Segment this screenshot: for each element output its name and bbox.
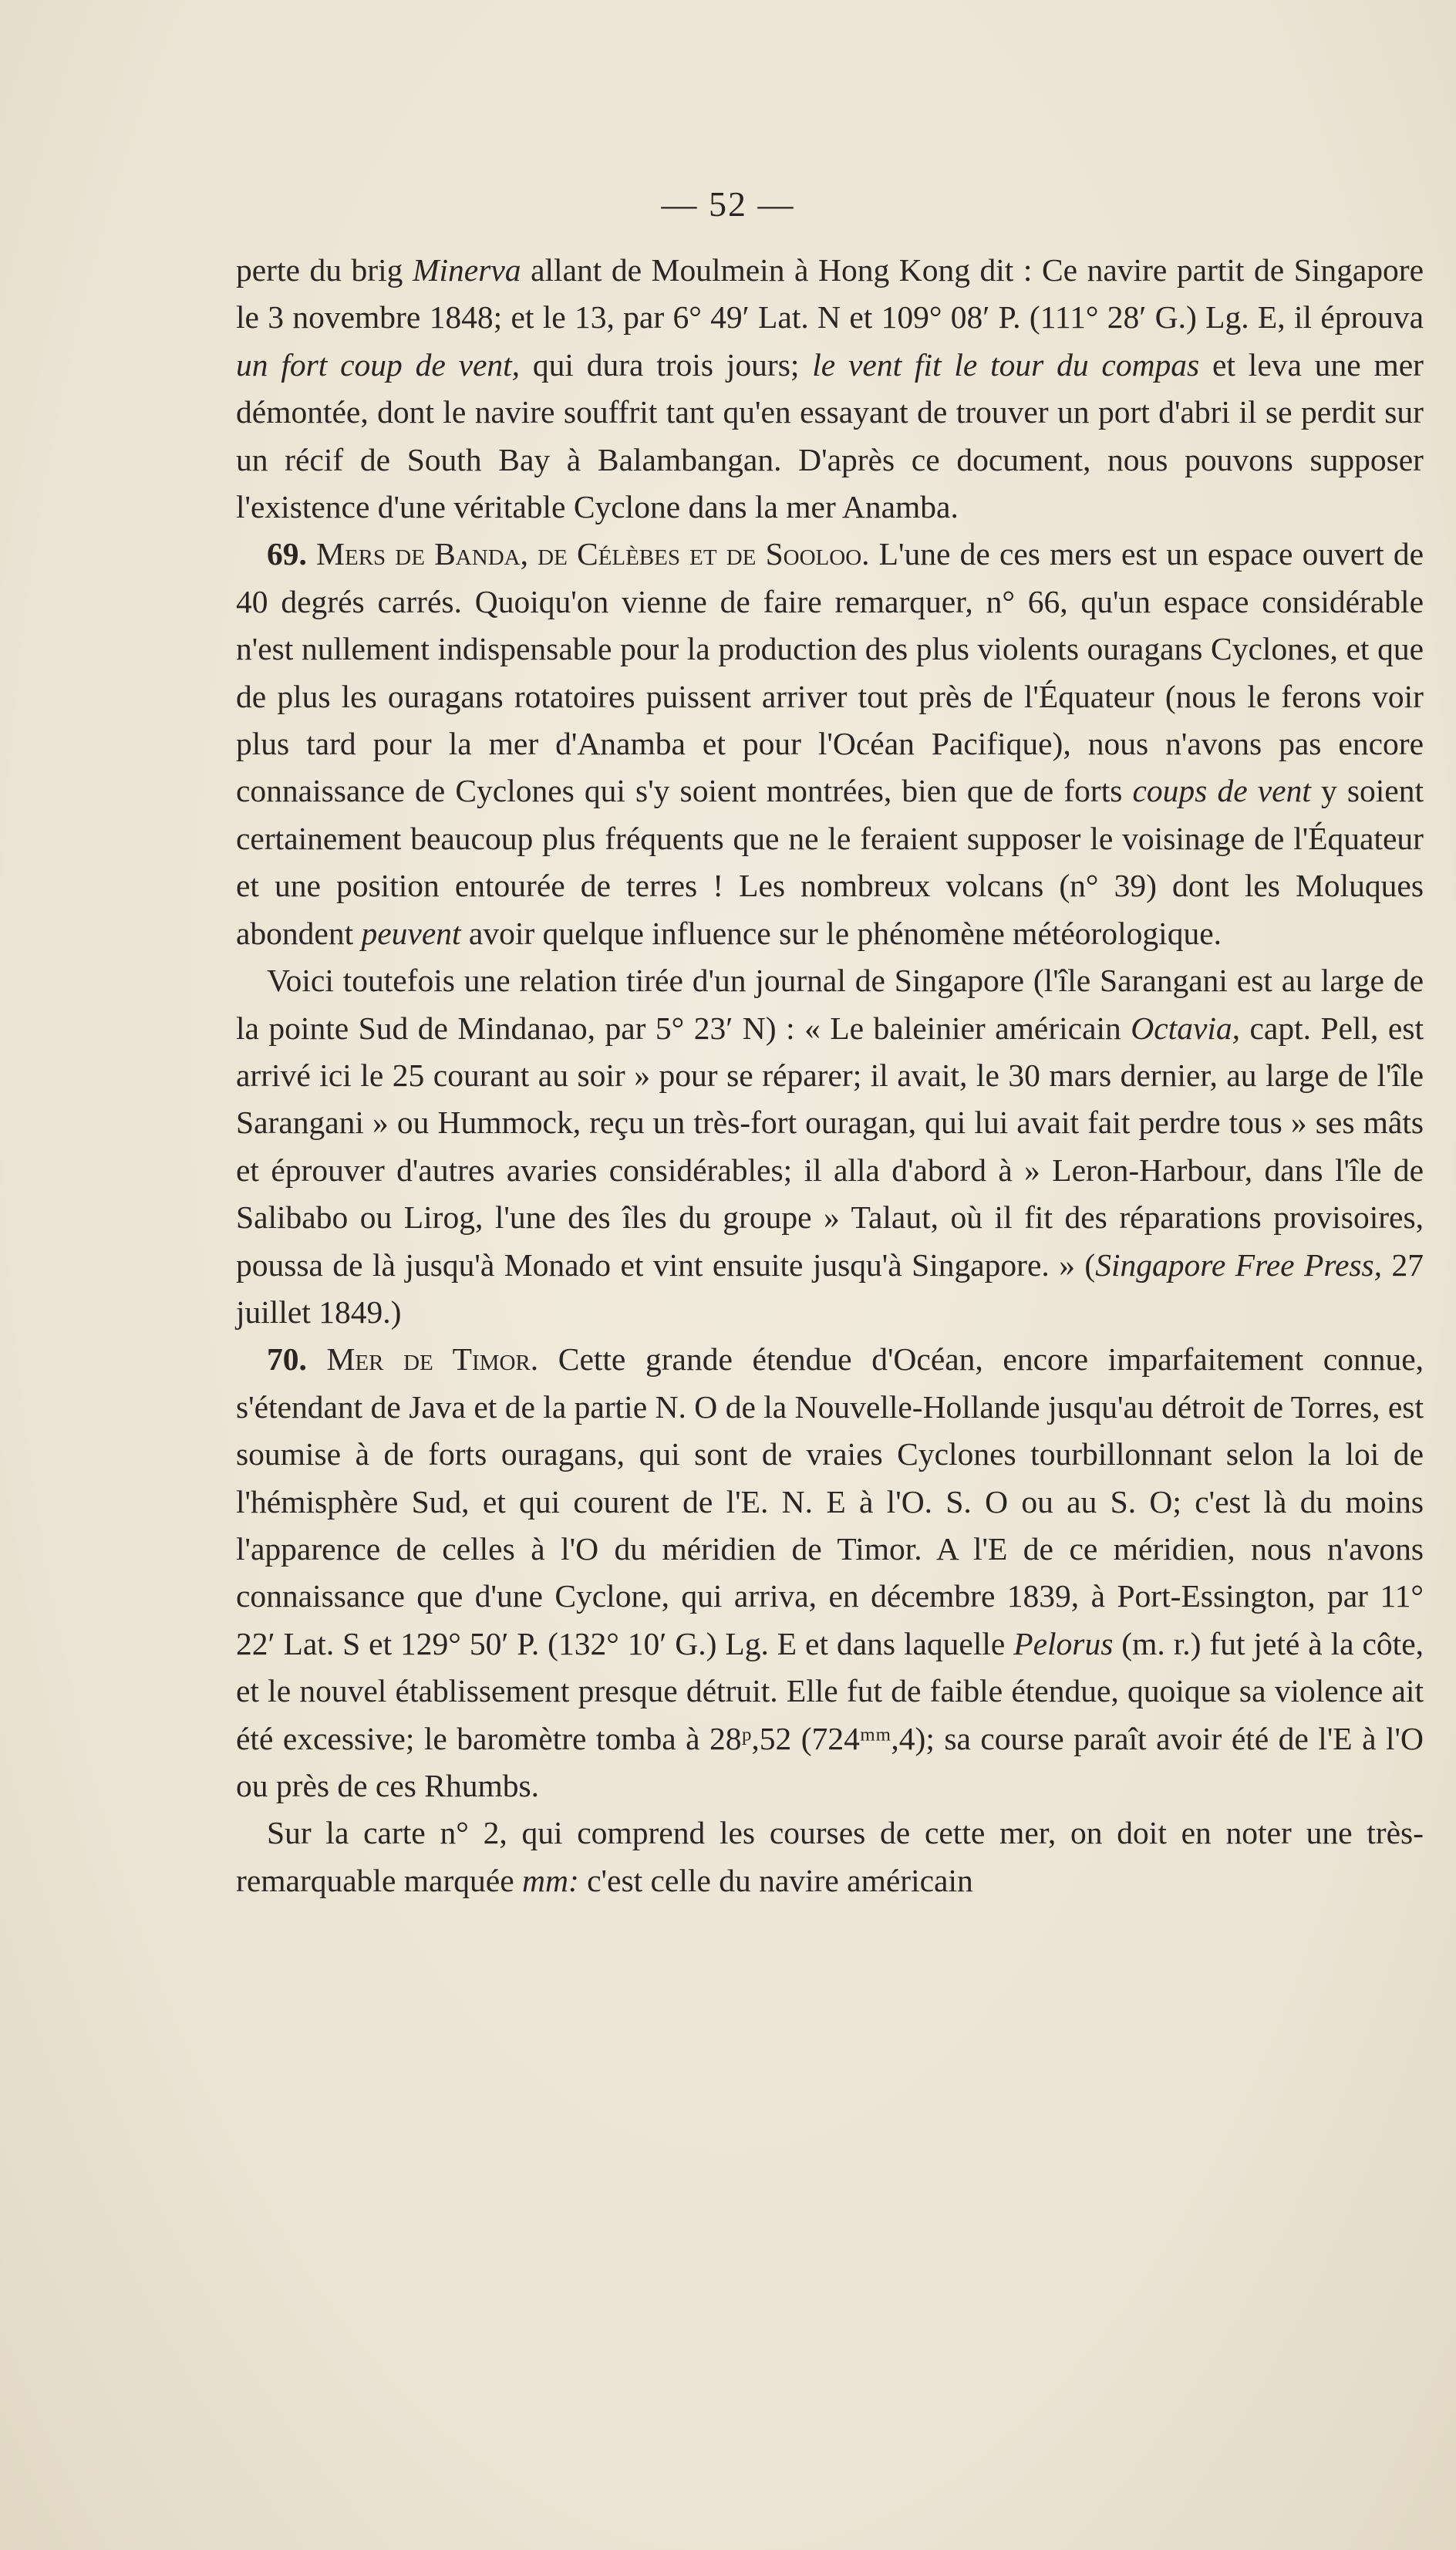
text-segment: avoir quelque influence sur le phénomène météorologique. [460,915,1222,951]
text-segment: Octavia, [1131,1010,1241,1046]
text-segment: Pelorus [1013,1625,1114,1661]
page-number: — 52 — [661,184,795,224]
text-segment: Voici toutefois une relation tirée d'un journal de Singapore (l'île Sarangani est au large de la pointe Sud de Mindanao, par 5° 23′ N) : « Le baleinier américain [236,963,1424,1046]
text-segment: y soient certainement beaucoup plus fréquents que ne le feraient supposer le voisinage de l'Équateur et une position entourée de terres ! Les nombreux volcans (n° 39) dont les Moluques abondent [236,773,1424,951]
text-segment: allant de Moulmein à Hong Kong dit : Ce navire partit de Singapore le 3 novembre 1848; et le 13, par 6° 49′ Lat. N et 109° 08′ P. (111° 28′ G.) Lg. E, il éprouva [236,252,1424,336]
text-segment: capt. Pell, est arrivé ici le 25 courant au soir » pour se réparer; il avait, le 30 mars dernier, au large de l'île Sarangani » ou Hummock, reçu un très-fort ouragan, qui lui avait fait perdre tous » ses mâts et éprouver d'autres avaries considérables; il alla d'abord à » Leron-Harbour, dans l'île de Salibabo ou Lirog, l'une des îles du groupe » Talaut, où il fit des réparations provisoires, poussa de là jusqu'à Monado et vint ensuite jusqu'à Singapore. » ( [236,1010,1424,1283]
paragraph-p2 [236,531,1424,957]
text-segment [307,536,316,572]
paragraph-p1 [236,247,1424,531]
paragraph-p4 [236,1336,1424,1810]
text-segment: 69. [267,536,307,572]
text-segment: le vent fit le tour du compas [812,346,1200,383]
text-segment: qui dura trois jours; [520,346,813,383]
text-segment: 70. [267,1341,307,1378]
text-segment: Cette grande étendue d'Océan, encore imparfaitement connue, s'étendant de Java et de la partie N. O de la Nouvelle-Hollande jusqu'au détroit de Torres, est soumise à de forts ouragans, qui sont de vraies Cyclones tourbillonnant selon la loi de l'hémisphère Sud, et qui courent de l'E. N. E à l'O. S. O ou au S. O; c'est là du moins l'apparence de celles à l'O du méridien de Timor. A l'E de ce méridien, nous n'avons connaissance que d'une Cyclone, qui arriva, en décembre 1839, à Port-Essington, par 11° 22′ Lat. S et 129° 50′ P. (132° 10′ G.) Lg. E et dans laquelle [236,1341,1424,1661]
text-segment [307,1341,327,1377]
paragraph-p5 [236,1810,1424,1904]
text-segment: L'une de ces mers est un espace ouvert de 40 degrés carrés. Quoiqu'on vienne de faire remarquer, n° 66, qu'un espace considérable n'est nullement indispensable pour la production des plus violents ouragans Cyclones, et que de plus les ouragans rotatoires puissent arriver tout près de l'Équateur (nous le ferons voir plus tard pour la mer d'Anamba et pour l'Océan Pacifique), nous n'avons pas encore connaissance de Cyclones qui s'y soient montrées, bien que de forts [236,536,1424,809]
text-segment: (m. r.) fut jeté à la côte, et le nouvel établissement presque détruit. Elle fut de faible étendue, quoique sa violence ait été excessive; le baromètre tomba à 28ᵖ,52 (724ᵐᵐ,4); sa course paraît avoir été de l'E à l'O ou près de ces Rhumbs. [236,1625,1424,1803]
text-segment: 27 juillet 1849.) [236,1246,1424,1330]
text-segment: mm: [522,1862,579,1898]
text-segment: perte du brig [236,252,413,288]
text-segment: c'est celle du navire américain [578,1862,973,1898]
body-text [236,247,1424,1904]
text-segment: Mers de Banda, de Célèbes et de Sooloo. [316,536,870,572]
text-segment: Minerva [412,252,521,288]
text-segment: et leva une mer démontée, dont le navire souffrit tant qu'en essayant de trouver un port d'abri il se perdit sur un récif de South Bay à Balambangan. D'après ce document, nous pouvons supposer l'existence d'une véritable Cyclone dans la mer Anamba. [236,346,1424,525]
text-segment: peuvent [361,915,461,951]
text-segment: un fort coup de vent, [236,346,521,383]
text-segment: Singapore Free Press, [1095,1246,1383,1283]
text-segment: Sur la carte n° 2, qui comprend les courses de cette mer, on doit en noter une très-remarquable marquée [236,1815,1424,1898]
paragraph-p3 [236,957,1424,1336]
text-segment: Mer de Timor. [326,1341,539,1378]
text-segment: coups de vent [1132,773,1311,809]
